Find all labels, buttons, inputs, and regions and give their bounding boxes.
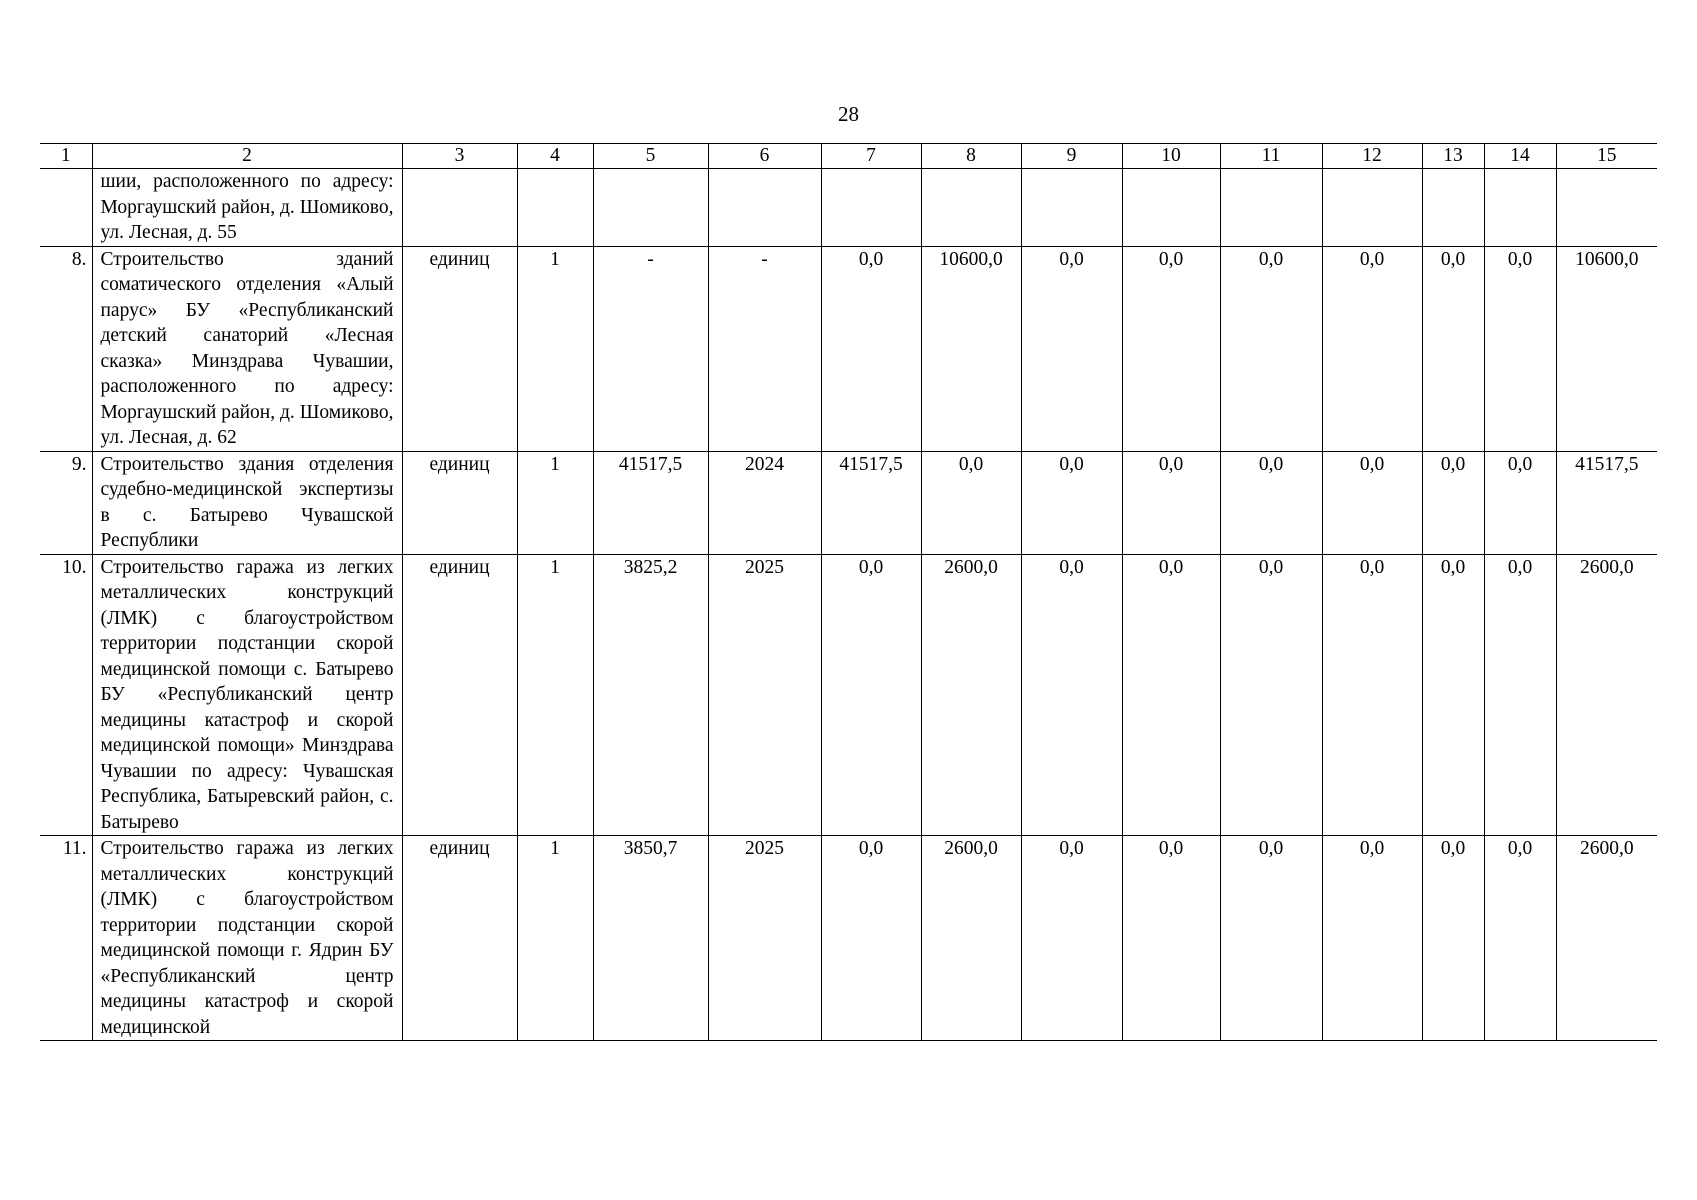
value-cell: 0,0 (1484, 451, 1556, 554)
table-row (40, 554, 1657, 836)
column-number: 7 (821, 144, 921, 169)
value-cell: 2600,0 (921, 554, 1021, 836)
value-cell: - (593, 246, 708, 451)
total-cell: 2600,0 (1556, 836, 1657, 1041)
value-cell: 0,0 (1122, 836, 1220, 1041)
value-cell (1484, 169, 1556, 247)
column-number: 15 (1556, 144, 1657, 169)
table-row (40, 836, 1657, 1041)
total-cell: 10600,0 (1556, 246, 1657, 451)
value-cell: 0,0 (821, 246, 921, 451)
value-cell: 0,0 (1122, 451, 1220, 554)
value-cell: 3825,2 (593, 554, 708, 836)
year-cell: 2025 (708, 836, 821, 1041)
row-number: 8. (40, 246, 92, 451)
value-cell: 41517,5 (821, 451, 921, 554)
total-cell (1556, 169, 1657, 247)
value-cell: 41517,5 (593, 451, 708, 554)
quantity-cell: 1 (517, 836, 593, 1041)
value-cell: 3850,7 (593, 836, 708, 1041)
value-cell: 0,0 (1220, 554, 1322, 836)
page-number: 28 (838, 102, 859, 126)
object-description: Строительство гаража из легких металлических конструкций (ЛМК) с благоустройством территории подстанции скорой медицинской помощи г. Ядрин БУ «Республиканский центр медицины катастроф и скорой медицинской (92, 836, 402, 1041)
object-description: Строительство гаража из легких металлических конструкций (ЛМК) с благоустройством территории подстанции скорой медицинской помощи с. Батырево БУ «Республиканский центр медицины катастроф и скорой медицинской помощи» Минздрава Чувашии по адресу: Чувашская Республика, Батыревский район, с. Батырево (92, 554, 402, 836)
column-number: 9 (1021, 144, 1122, 169)
value-cell (821, 169, 921, 247)
object-description: Строительство здания отделения судебно-медицинской экспертизы в с. Батырево Чувашской Республики (92, 451, 402, 554)
table-row (40, 451, 1657, 554)
column-number: 11 (1220, 144, 1322, 169)
total-cell: 2600,0 (1556, 554, 1657, 836)
year-cell (708, 169, 821, 247)
value-cell (1322, 169, 1422, 247)
value-cell: 0,0 (921, 451, 1021, 554)
object-description: Строительство зданий соматического отделения «Алый парус» БУ «Республиканский детский санаторий «Лесная сказка» Минздрава Чувашии, расположенного по адресу: Моргаушский район, д. Шомиково, ул. Лесная, д. 62 (92, 246, 402, 451)
quantity-cell: 1 (517, 246, 593, 451)
column-number: 10 (1122, 144, 1220, 169)
value-cell: 0,0 (1422, 451, 1484, 554)
row-number: 11. (40, 836, 92, 1041)
column-number: 14 (1484, 144, 1556, 169)
row-number (40, 169, 92, 247)
column-number: 1 (40, 144, 92, 169)
table-row (40, 169, 1657, 247)
object-description: шии, расположенного по адресу: Моргаушский район, д. Шомиково, ул. Лесная, д. 55 (92, 169, 402, 247)
unit-cell (402, 169, 517, 247)
value-cell (1122, 169, 1220, 247)
column-number-row (40, 144, 1657, 169)
value-cell: 0,0 (1021, 246, 1122, 451)
year-cell: 2025 (708, 554, 821, 836)
value-cell (921, 169, 1021, 247)
quantity-cell (517, 169, 593, 247)
column-number: 6 (708, 144, 821, 169)
column-number: 8 (921, 144, 1021, 169)
column-number: 12 (1322, 144, 1422, 169)
value-cell: 0,0 (1422, 554, 1484, 836)
value-cell: 0,0 (821, 554, 921, 836)
unit-cell: единиц (402, 246, 517, 451)
column-number: 3 (402, 144, 517, 169)
value-cell: 0,0 (1484, 836, 1556, 1041)
value-cell: 0,0 (1122, 246, 1220, 451)
value-cell: 0,0 (1021, 836, 1122, 1041)
year-cell: - (708, 246, 821, 451)
column-number: 13 (1422, 144, 1484, 169)
value-cell: 0,0 (1220, 451, 1322, 554)
value-cell: 0,0 (821, 836, 921, 1041)
column-number: 4 (517, 144, 593, 169)
table-row (40, 246, 1657, 451)
value-cell: 0,0 (1322, 451, 1422, 554)
value-cell: 0,0 (1021, 451, 1122, 554)
value-cell: 0,0 (1220, 246, 1322, 451)
value-cell (1021, 169, 1122, 247)
data-table (40, 143, 1657, 1041)
value-cell: 0,0 (1322, 836, 1422, 1041)
value-cell: 0,0 (1322, 554, 1422, 836)
value-cell: 0,0 (1122, 554, 1220, 836)
value-cell: 0,0 (1484, 554, 1556, 836)
value-cell: 0,0 (1422, 246, 1484, 451)
value-cell: 0,0 (1021, 554, 1122, 836)
value-cell (1422, 169, 1484, 247)
unit-cell: единиц (402, 451, 517, 554)
value-cell: 0,0 (1322, 246, 1422, 451)
value-cell (593, 169, 708, 247)
year-cell: 2024 (708, 451, 821, 554)
column-number: 5 (593, 144, 708, 169)
value-cell: 0,0 (1220, 836, 1322, 1041)
value-cell: 10600,0 (921, 246, 1021, 451)
value-cell: 0,0 (1422, 836, 1484, 1041)
unit-cell: единиц (402, 836, 517, 1041)
row-number: 10. (40, 554, 92, 836)
quantity-cell: 1 (517, 554, 593, 836)
column-number: 2 (92, 144, 402, 169)
value-cell (1220, 169, 1322, 247)
value-cell: 0,0 (1484, 246, 1556, 451)
total-cell: 41517,5 (1556, 451, 1657, 554)
quantity-cell: 1 (517, 451, 593, 554)
unit-cell: единиц (402, 554, 517, 836)
value-cell: 2600,0 (921, 836, 1021, 1041)
row-number: 9. (40, 451, 92, 554)
